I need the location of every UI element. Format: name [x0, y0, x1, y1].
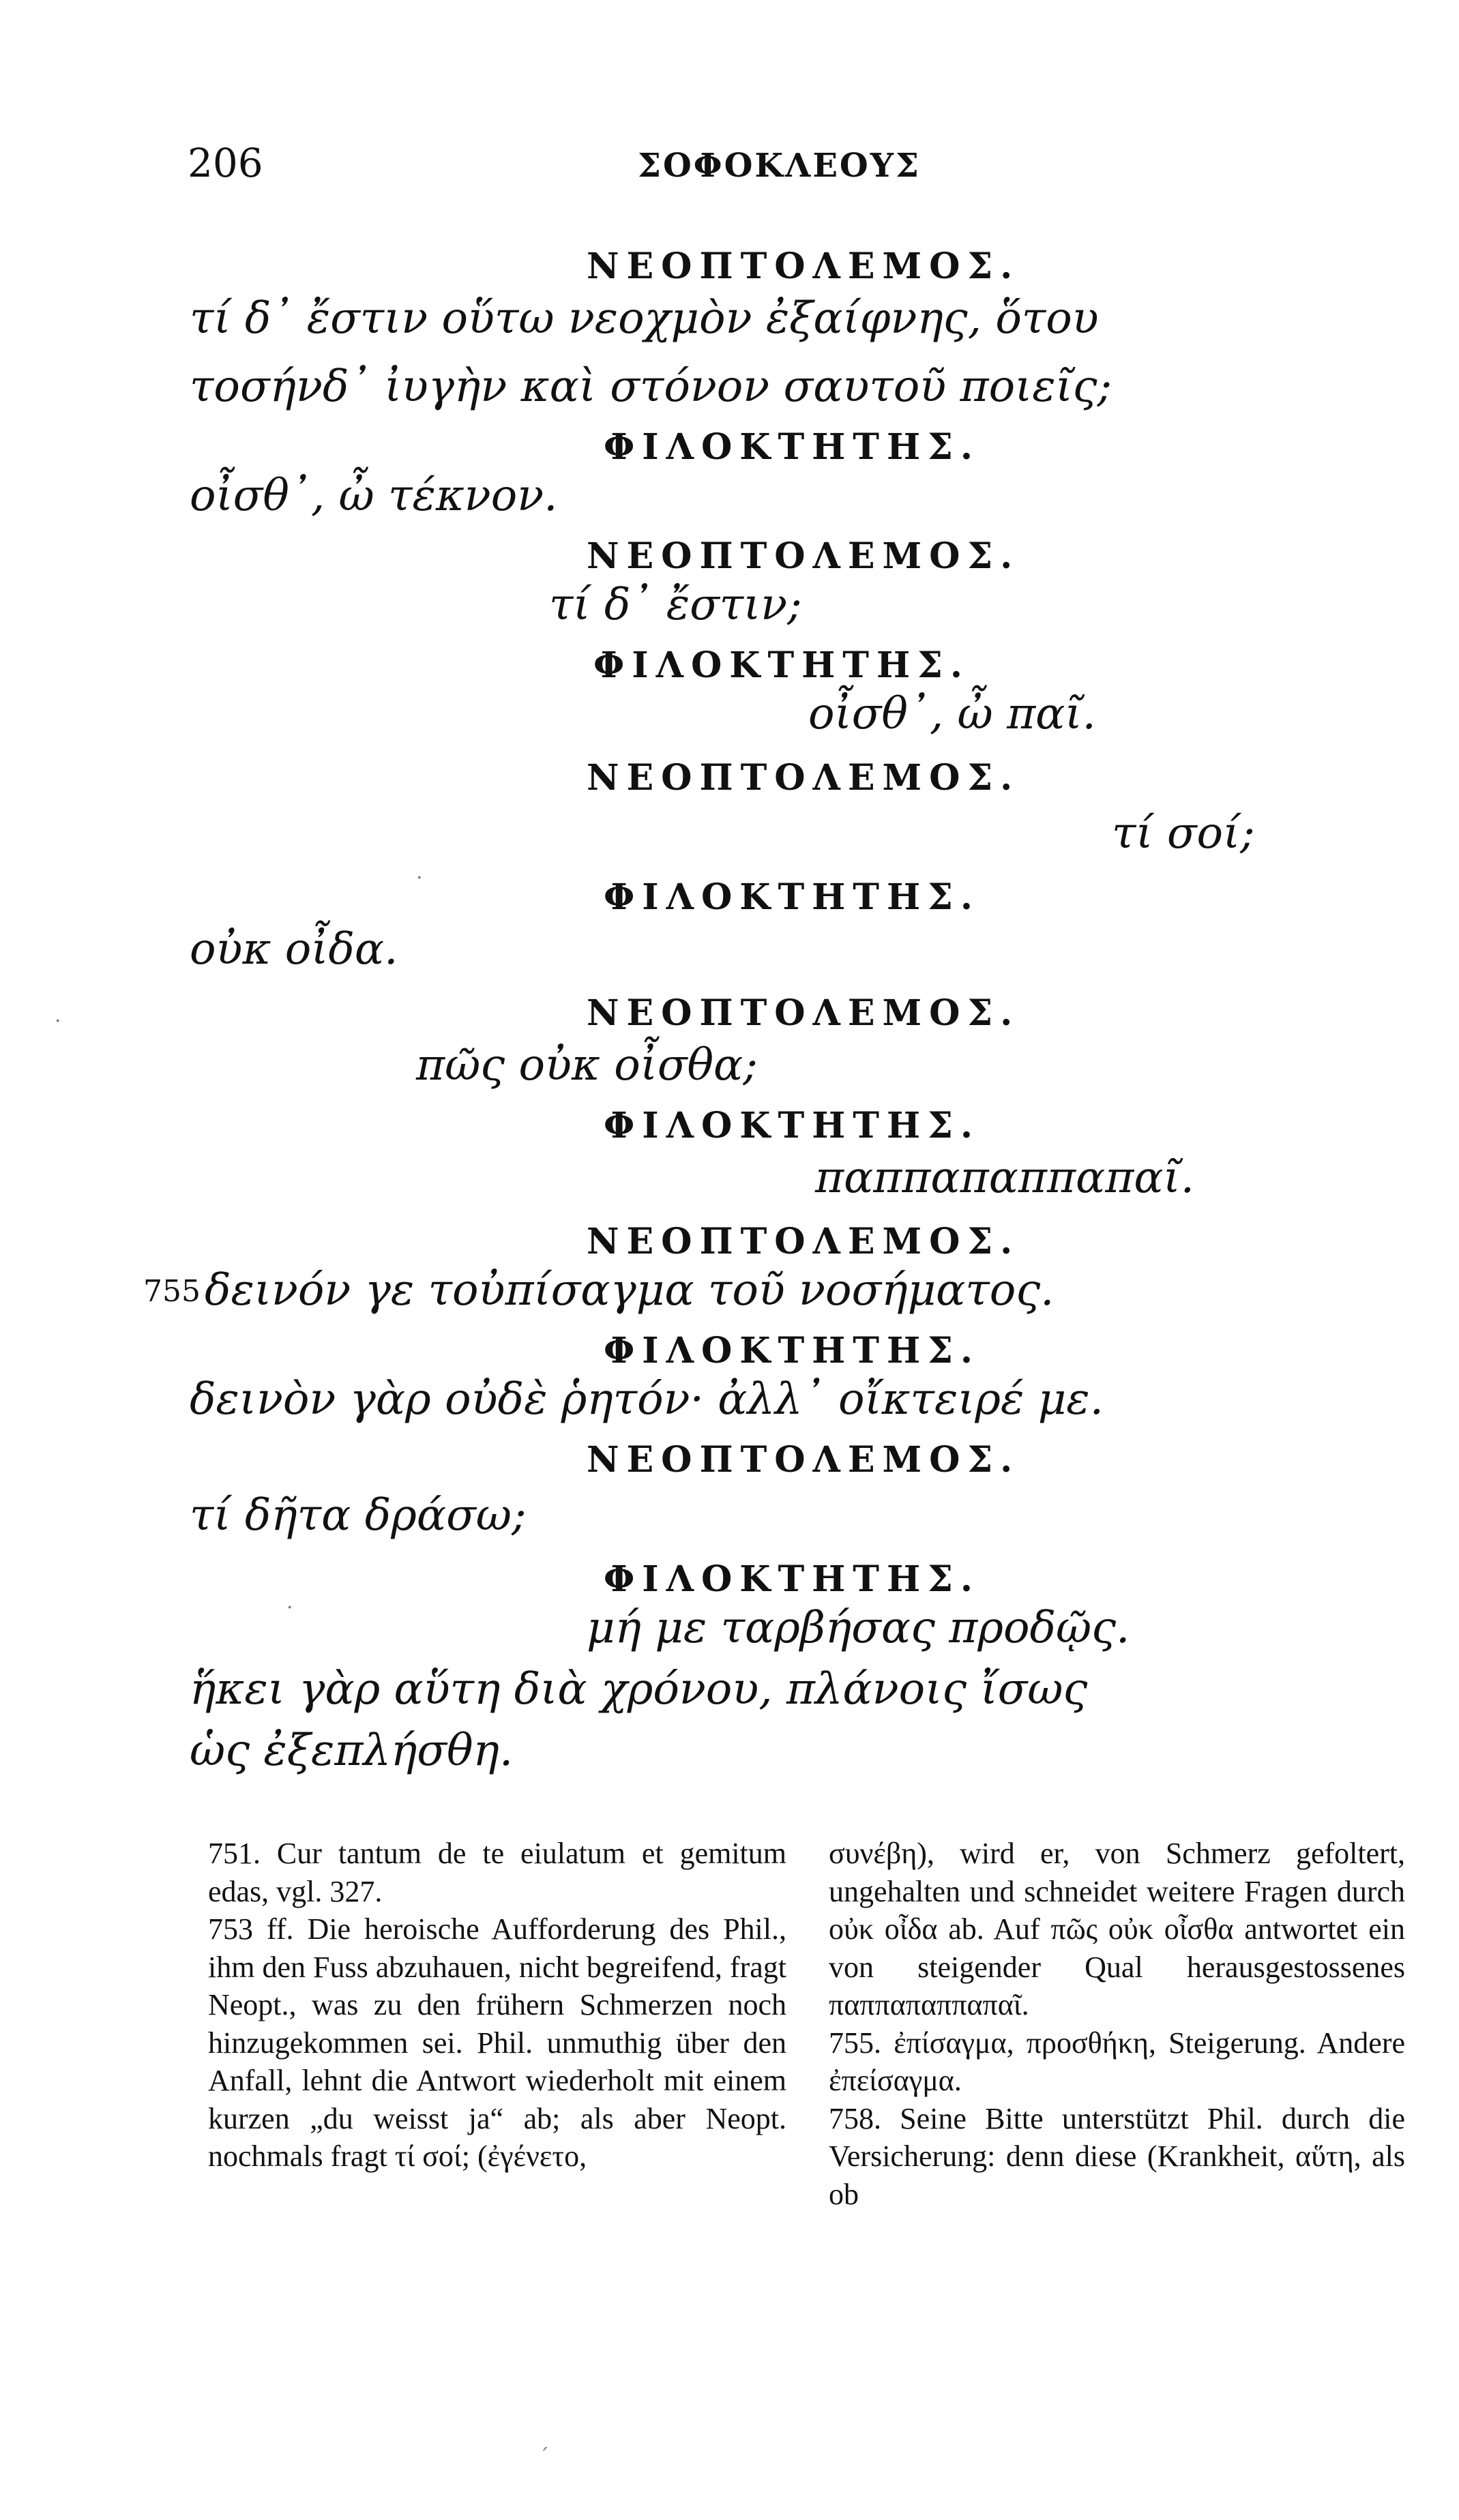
footnote-758: 758. Seine Bitte unterstützt Phil. durch die Versicherung: denn diese (Krankheit, αὕτη, als ob: [829, 2101, 1405, 2211]
speaker-philoktetes: ΦΙΛΟΚΤΗΤΗΣ.: [604, 876, 980, 918]
speaker-neoptolemos: ΝΕΟΠΤΟΛΕΜΟΣ.: [587, 992, 1020, 1034]
speaker-philoktetes: ΦΙΛΟΚΤΗΤΗΣ.: [604, 1330, 980, 1372]
verse-line: τί δ᾽ ἔστιν;: [549, 580, 802, 630]
speaker-neoptolemos: ΝΕΟΠΤΟΛΕΜΟΣ.: [587, 1439, 1020, 1481]
print-speck: ·: [416, 866, 423, 890]
speaker-neoptolemos: ΝΕΟΠΤΟΛΕΜΟΣ.: [587, 757, 1020, 799]
line-number: 755: [143, 1274, 201, 1309]
verse-line: τί σοί;: [1112, 808, 1255, 859]
verse-line: οἶσθ᾽, ὦ παῖ.: [808, 689, 1096, 739]
verse-line: δεινόν γε τοὐπίσαγμα τοῦ νοσήματος.: [205, 1265, 1055, 1316]
verse-line: τί δ᾽ ἔστιν οὕτω νεοχμὸν ἐξαίφνης, ὅτου: [190, 293, 1099, 344]
verse-line: οὐκ οἶδα.: [190, 924, 398, 975]
verse-line: μή με ταρβήσας προδῷς.: [587, 1603, 1130, 1653]
verse-line: ὡς ἐξεπλήσθη.: [190, 1725, 514, 1776]
speaker-neoptolemos: ΝΕΟΠΤΟΛΕΜΟΣ.: [587, 535, 1020, 577]
speaker-philoktetes: ΦΙΛΟΚΤΗΤΗΣ.: [593, 644, 970, 686]
verse-line: τοσήνδ᾽ ἰυγὴν καὶ στόνον σαυτοῦ ποιεῖς;: [190, 361, 1112, 412]
verse-line: δεινὸν γὰρ οὐδὲ ῥητόν· ἀλλ᾽ οἴκτειρέ με.: [190, 1374, 1104, 1425]
footnotes-right-column: [829, 1835, 1405, 2213]
verse-line: πῶς οὐκ οἶσθα;: [416, 1040, 758, 1091]
footnote-continuation: συνέβη), wird er, von Schmerz gefoltert, ungehalten und schneidet weitere Fragen durch οὐκ οἶδα ab. Auf πῶς οὐκ οἶσθα antwortet ein von steigender Qual herausgestossenes παππαπαππαπαῖ.: [829, 1837, 1405, 2021]
print-speck: ·: [286, 1596, 293, 1620]
speaker-philoktetes: ΦΙΛΟΚΤΗΤΗΣ.: [604, 1105, 980, 1146]
speaker-neoptolemos: ΝΕΟΠΤΟΛΕΜΟΣ.: [587, 1221, 1020, 1262]
speaker-philoktetes: ΦΙΛΟΚΤΗΤΗΣ.: [604, 1558, 980, 1600]
verse-line: ἥκει γὰρ αὕτη διὰ χρόνου, πλάνοις ἴσως: [190, 1664, 1088, 1715]
verse-line: παππαπαππαπαῖ.: [815, 1153, 1194, 1203]
footnote-755: 755. ἐπίσαγμα, προσθήκη, Steigerung. Andere ἐπείσαγμα.: [829, 2026, 1405, 2097]
speaker-neoptolemos: ΝΕΟΠΤΟΛΕΜΟΣ.: [587, 246, 1020, 287]
verse-line: τί δῆτα δράσω;: [190, 1490, 527, 1541]
print-speck: ·: [55, 1009, 61, 1033]
footnote-751: 751. Cur tantum de te eiulatum et gemitum edas, vgl. 327.: [208, 1837, 786, 1908]
running-title: ΣΟΦΟΚΛΕΟΥΣ: [638, 147, 921, 185]
speaker-philoktetes: ΦΙΛΟΚΤΗΤΗΣ.: [604, 426, 980, 468]
print-speck: ˊ: [539, 2445, 549, 2469]
verse-line: οἶσθ᾽, ὦ τέκνον.: [190, 471, 558, 521]
page-number: 206: [188, 140, 263, 186]
footnotes-left-column: [208, 1835, 786, 2176]
footnote-753: 753 ff. Die heroische Aufforderung des Phil., ihm den Fuss abzuhauen, nicht begreifend, fragt Neopt., was zu den frühern Schmerzen noch hinzugekommen sei. Phil. unmuthig über den Anfall, lehnt die Antwort wiederholt mit einem kurzen „du weisst ja“ ab; als aber Neopt. nochmals fragt τί σοί; (ἐγένετο,: [208, 1912, 786, 2173]
